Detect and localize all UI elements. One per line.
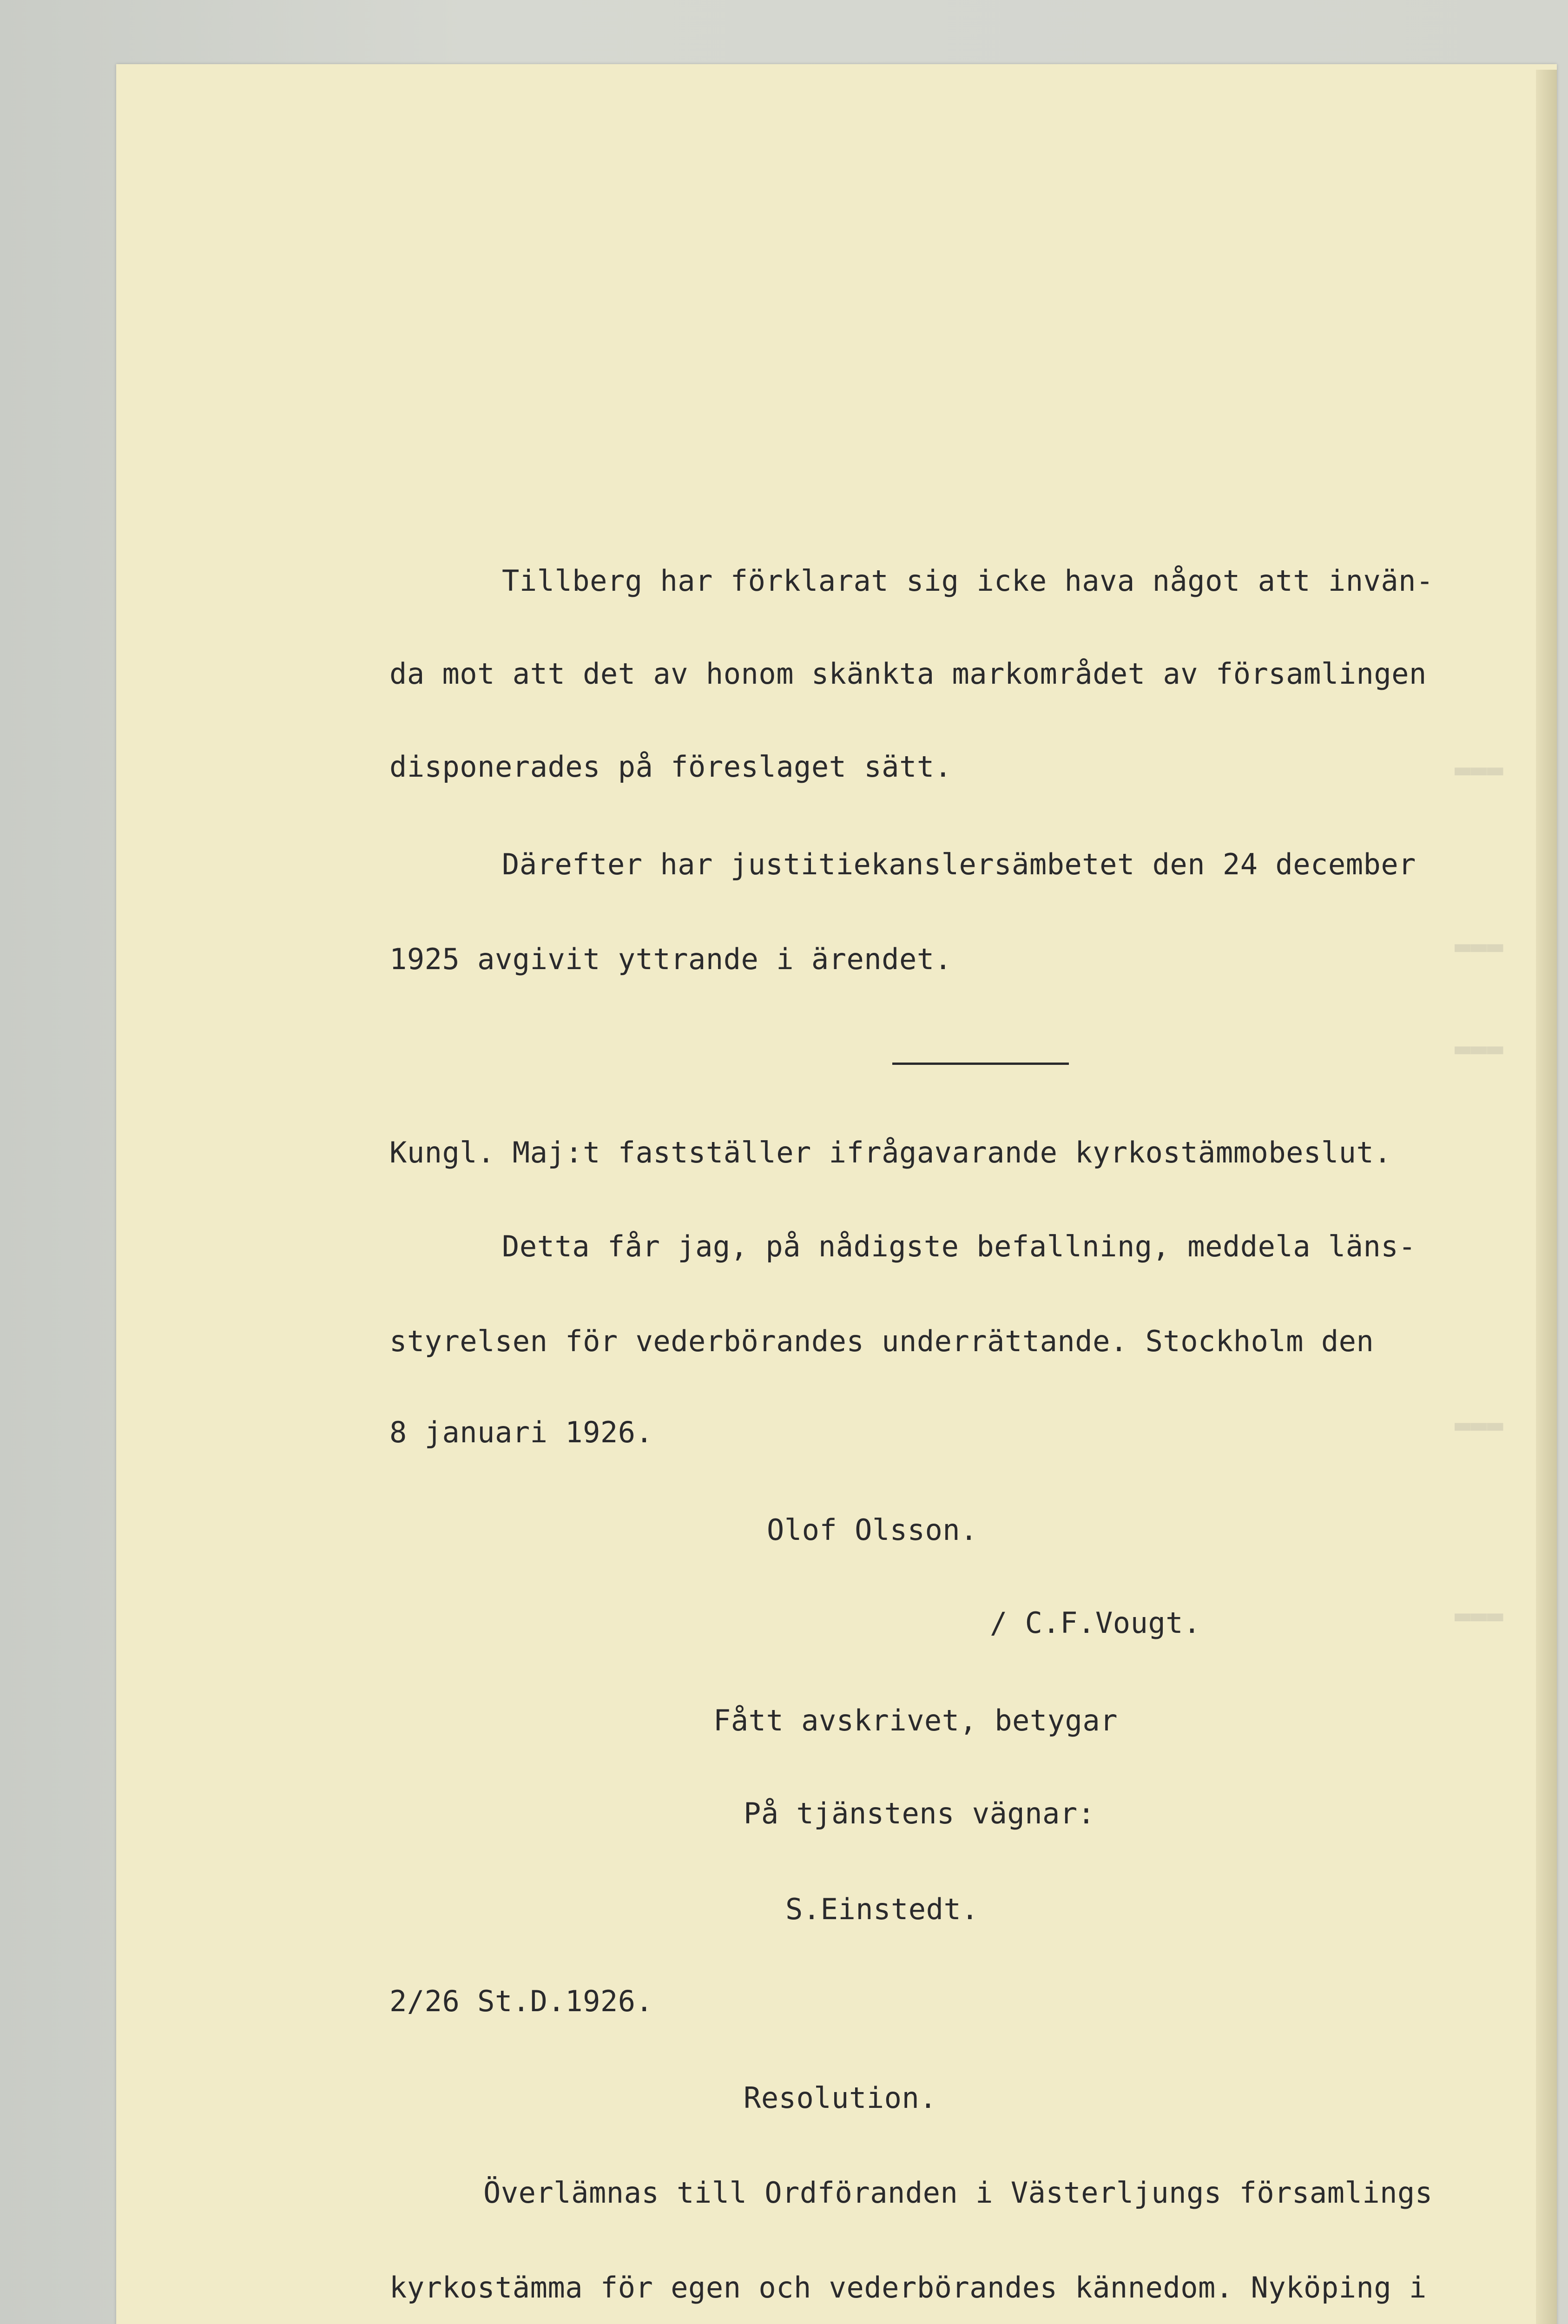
letter-line: da mot att det av honom skänkta markområdet av församlingen: [389, 657, 1427, 691]
resolution-heading: Resolution.: [744, 2081, 937, 2115]
bleed-through-mark: ▬▬▬: [1455, 1032, 1503, 1064]
resolution-line: Överlämnas till Ordföranden i Västerljungs församlings: [483, 2176, 1433, 2210]
page-edge-shadow: [1536, 70, 1557, 2324]
letter-line: Därefter har justitiekanslersämbetet den 24 december: [502, 847, 1416, 881]
letter-line: Kungl. Maj:t fastställer ifrågavarande kyrkostämmobeslut.: [389, 1136, 1392, 1169]
bleed-through-mark: ▬▬▬: [1455, 930, 1503, 962]
letter-line: styrelsen för vederbörandes underrättande. Stockholm den: [389, 1324, 1374, 1358]
attest-line: Fått avskrivet, betygar: [713, 1703, 1118, 1737]
section-divider: [892, 1063, 1069, 1065]
letter-line: Detta får jag, på nådigste befallning, meddela läns-: [502, 1229, 1416, 1263]
clerk-signature: / C.F.Vougt.: [990, 1606, 1201, 1640]
letter-line: Tillberg har förklarat sig icke hava något att invän-: [502, 564, 1434, 598]
minister-signature: Olof Olsson.: [767, 1513, 978, 1547]
bleed-through-mark: ▬▬▬: [1455, 1599, 1503, 1631]
attester-signature: S.Einstedt.: [785, 1892, 979, 1926]
letter-line: 1925 avgivit yttrande i ärendet.: [389, 942, 952, 976]
resolution-line: kyrkostämma för egen och vederbörandes kännedom. Nyköping i: [389, 2271, 1427, 2304]
attest-office: På tjänstens vägnar:: [744, 1796, 1095, 1830]
document-page: [116, 64, 1557, 2324]
bleed-through-mark: ▬▬▬: [1455, 753, 1503, 785]
letter-line: 8 januari 1926.: [389, 1415, 653, 1449]
bleed-through-mark: ▬▬▬: [1455, 1409, 1503, 1440]
letter-line: disponerades på föreslaget sätt.: [389, 750, 952, 784]
registry-number: 2/26 St.D.1926.: [389, 1984, 653, 2018]
